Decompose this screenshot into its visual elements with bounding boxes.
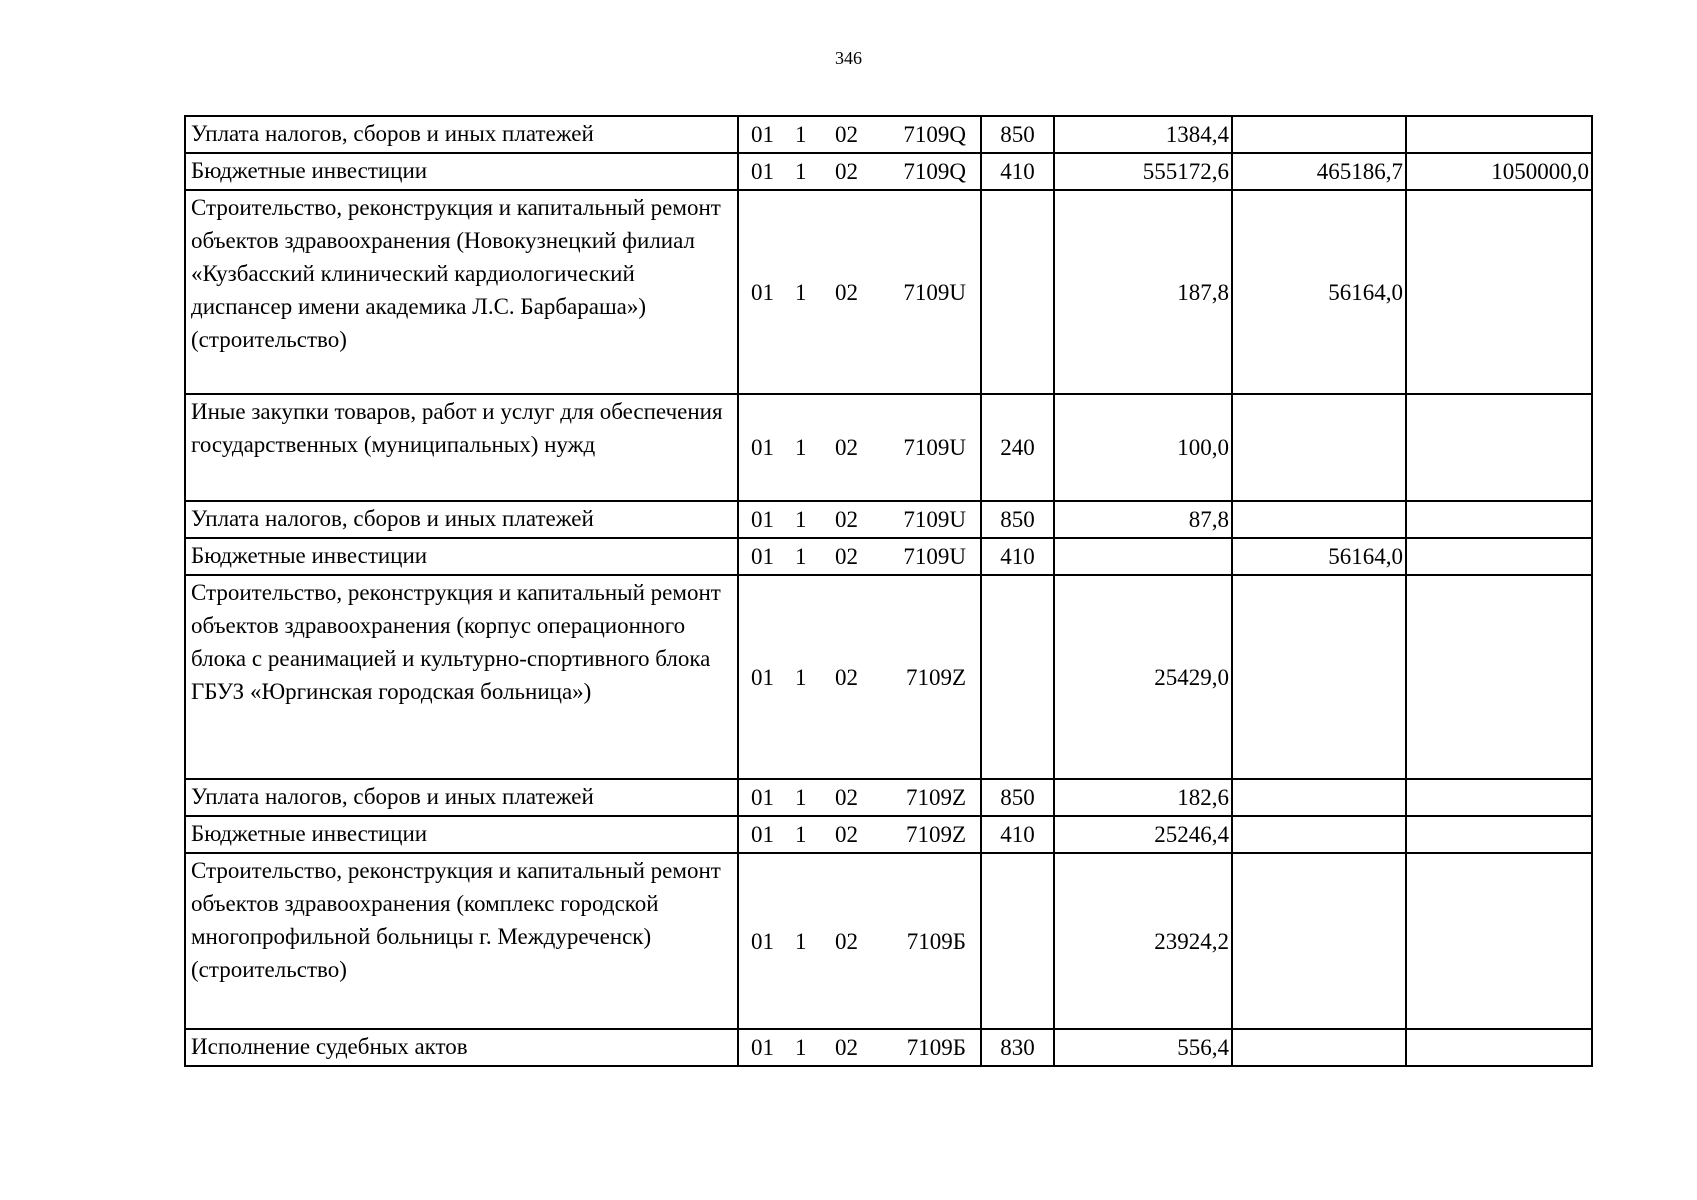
row-name: Уплата налогов, сборов и иных платежей: [185, 501, 738, 538]
code-section: 01: [751, 159, 774, 184]
code-section: 01: [751, 544, 774, 569]
code-subprogram: 02: [835, 544, 858, 569]
code-cell: [738, 538, 981, 575]
table-row: [185, 853, 1592, 1029]
value-2: [1232, 1029, 1406, 1066]
value-1: [1054, 538, 1232, 575]
code-cell: [738, 853, 981, 1029]
value-3: [1406, 853, 1592, 1029]
value-1: 187,8: [1054, 190, 1232, 394]
table-row: [185, 1029, 1592, 1066]
value-1: 100,0: [1054, 394, 1232, 501]
row-name: Бюджетные инвестиции: [185, 538, 738, 575]
value-3: [1406, 575, 1592, 779]
row-name: Иные закупки товаров, работ и услуг для обеспечения государственных (муниципальных) нужд: [185, 394, 738, 501]
value-1: 25429,0: [1054, 575, 1232, 779]
code-subprogram: 02: [835, 664, 858, 690]
value-2: [1232, 575, 1406, 779]
row-name: Бюджетные инвестиции: [185, 816, 738, 853]
code-section: 01: [751, 785, 774, 810]
value-3: [1406, 538, 1592, 575]
value-2: [1232, 394, 1406, 501]
code-section: 01: [751, 279, 774, 305]
table-row: [185, 779, 1592, 816]
row-name: Уплата налогов, сборов и иных платежей: [185, 116, 738, 153]
code-section: 01: [751, 122, 774, 147]
value-1: 182,6: [1054, 779, 1232, 816]
code-subprogram: 02: [835, 822, 858, 847]
expense-type: [981, 853, 1054, 1029]
code-program: 1: [795, 544, 807, 569]
code-cell: [738, 394, 981, 501]
code-cell: [738, 575, 981, 779]
code-section: 01: [751, 664, 774, 690]
value-2: 56164,0: [1232, 538, 1406, 575]
value-2: [1232, 779, 1406, 816]
code-direction: 7109Б: [906, 1035, 966, 1060]
code-subprogram: 02: [835, 279, 858, 305]
row-name: Уплата налогов, сборов и иных платежей: [185, 779, 738, 816]
code-program: 1: [795, 159, 807, 184]
row-name: Исполнение судебных актов: [185, 1029, 738, 1066]
code-cell: [738, 501, 981, 538]
expense-type: 850: [981, 116, 1054, 153]
value-3: [1406, 816, 1592, 853]
row-name: Строительство, реконструкция и капитальный ремонт объектов здравоохранения (комплекс городской многопрофильной больницы г. Междуреченск) (строительство): [185, 853, 738, 1029]
table-row: [185, 538, 1592, 575]
code-cell: [738, 816, 981, 853]
code-subprogram: 02: [835, 928, 858, 954]
table-row: [185, 190, 1592, 394]
code-cell: [738, 779, 981, 816]
value-2: 56164,0: [1232, 190, 1406, 394]
table-row: [185, 575, 1592, 779]
value-3: [1406, 190, 1592, 394]
code-program: 1: [795, 664, 807, 690]
expense-type: 410: [981, 538, 1054, 575]
code-subprogram: 02: [835, 1035, 858, 1060]
code-direction: 7109U: [903, 544, 966, 569]
expense-type: 850: [981, 501, 1054, 538]
expense-type: [981, 575, 1054, 779]
code-section: 01: [751, 1035, 774, 1060]
value-2: 465186,7: [1232, 153, 1406, 190]
value-1: 25246,4: [1054, 816, 1232, 853]
value-1: 1384,4: [1054, 116, 1232, 153]
code-section: 01: [751, 435, 774, 460]
table-row: [185, 394, 1592, 501]
expense-type: 410: [981, 153, 1054, 190]
code-direction: 7109Q: [903, 122, 966, 147]
table-row: [185, 153, 1592, 190]
code-subprogram: 02: [835, 435, 858, 460]
expense-type: 830: [981, 1029, 1054, 1066]
code-cell: [738, 153, 981, 190]
code-program: 1: [795, 1035, 807, 1060]
code-cell: [738, 116, 981, 153]
code-direction: 7109Б: [906, 928, 966, 954]
code-direction: 7109Z: [905, 822, 966, 847]
code-direction: 7109Q: [903, 159, 966, 184]
code-subprogram: 02: [835, 122, 858, 147]
row-name: Строительство, реконструкция и капитальный ремонт объектов здравоохранения (Новокузнецкий филиал «Кузбасский клинический кардиологический диспансер имени академика Л.С. Барбараша») (строительство): [185, 190, 738, 394]
code-program: 1: [795, 279, 807, 305]
code-section: 01: [751, 822, 774, 847]
page-number: 346: [835, 48, 862, 68]
code-cell: [738, 190, 981, 394]
code-program: 1: [795, 122, 807, 147]
code-program: 1: [795, 822, 807, 847]
code-direction: 7109U: [903, 435, 966, 460]
value-1: 23924,2: [1054, 853, 1232, 1029]
value-3: [1406, 1029, 1592, 1066]
code-direction: 7109U: [903, 507, 966, 532]
code-program: 1: [795, 785, 807, 810]
value-2: [1232, 816, 1406, 853]
code-cell: [738, 1029, 981, 1066]
code-section: 01: [751, 928, 774, 954]
code-program: 1: [795, 507, 807, 532]
budget-table: [184, 115, 1593, 1067]
value-3: [1406, 394, 1592, 501]
expense-type: 240: [981, 394, 1054, 501]
value-2: [1232, 501, 1406, 538]
code-section: 01: [751, 507, 774, 532]
row-name: Строительство, реконструкция и капитальный ремонт объектов здравоохранения (корпус операционного блока с реанимацией и культурно-спортивного блока ГБУЗ «Юргинская городская больница»): [185, 575, 738, 779]
value-3: [1406, 501, 1592, 538]
code-subprogram: 02: [835, 785, 858, 810]
value-2: [1232, 116, 1406, 153]
code-subprogram: 02: [835, 507, 858, 532]
expense-type: 410: [981, 816, 1054, 853]
value-3: [1406, 116, 1592, 153]
table-row: [185, 501, 1592, 538]
expense-type: 850: [981, 779, 1054, 816]
value-1: 555172,6: [1054, 153, 1232, 190]
expense-type: [981, 190, 1054, 394]
table-row: [185, 116, 1592, 153]
row-name: Бюджетные инвестиции: [185, 153, 738, 190]
code-subprogram: 02: [835, 159, 858, 184]
code-direction: 7109Z: [905, 664, 966, 690]
value-3: 1050000,0: [1406, 153, 1592, 190]
value-2: [1232, 853, 1406, 1029]
code-direction: 7109U: [903, 279, 966, 305]
value-1: 556,4: [1054, 1029, 1232, 1066]
code-program: 1: [795, 928, 807, 954]
value-1: 87,8: [1054, 501, 1232, 538]
code-program: 1: [795, 435, 807, 460]
value-3: [1406, 779, 1592, 816]
code-direction: 7109Z: [905, 785, 966, 810]
table-row: [185, 816, 1592, 853]
